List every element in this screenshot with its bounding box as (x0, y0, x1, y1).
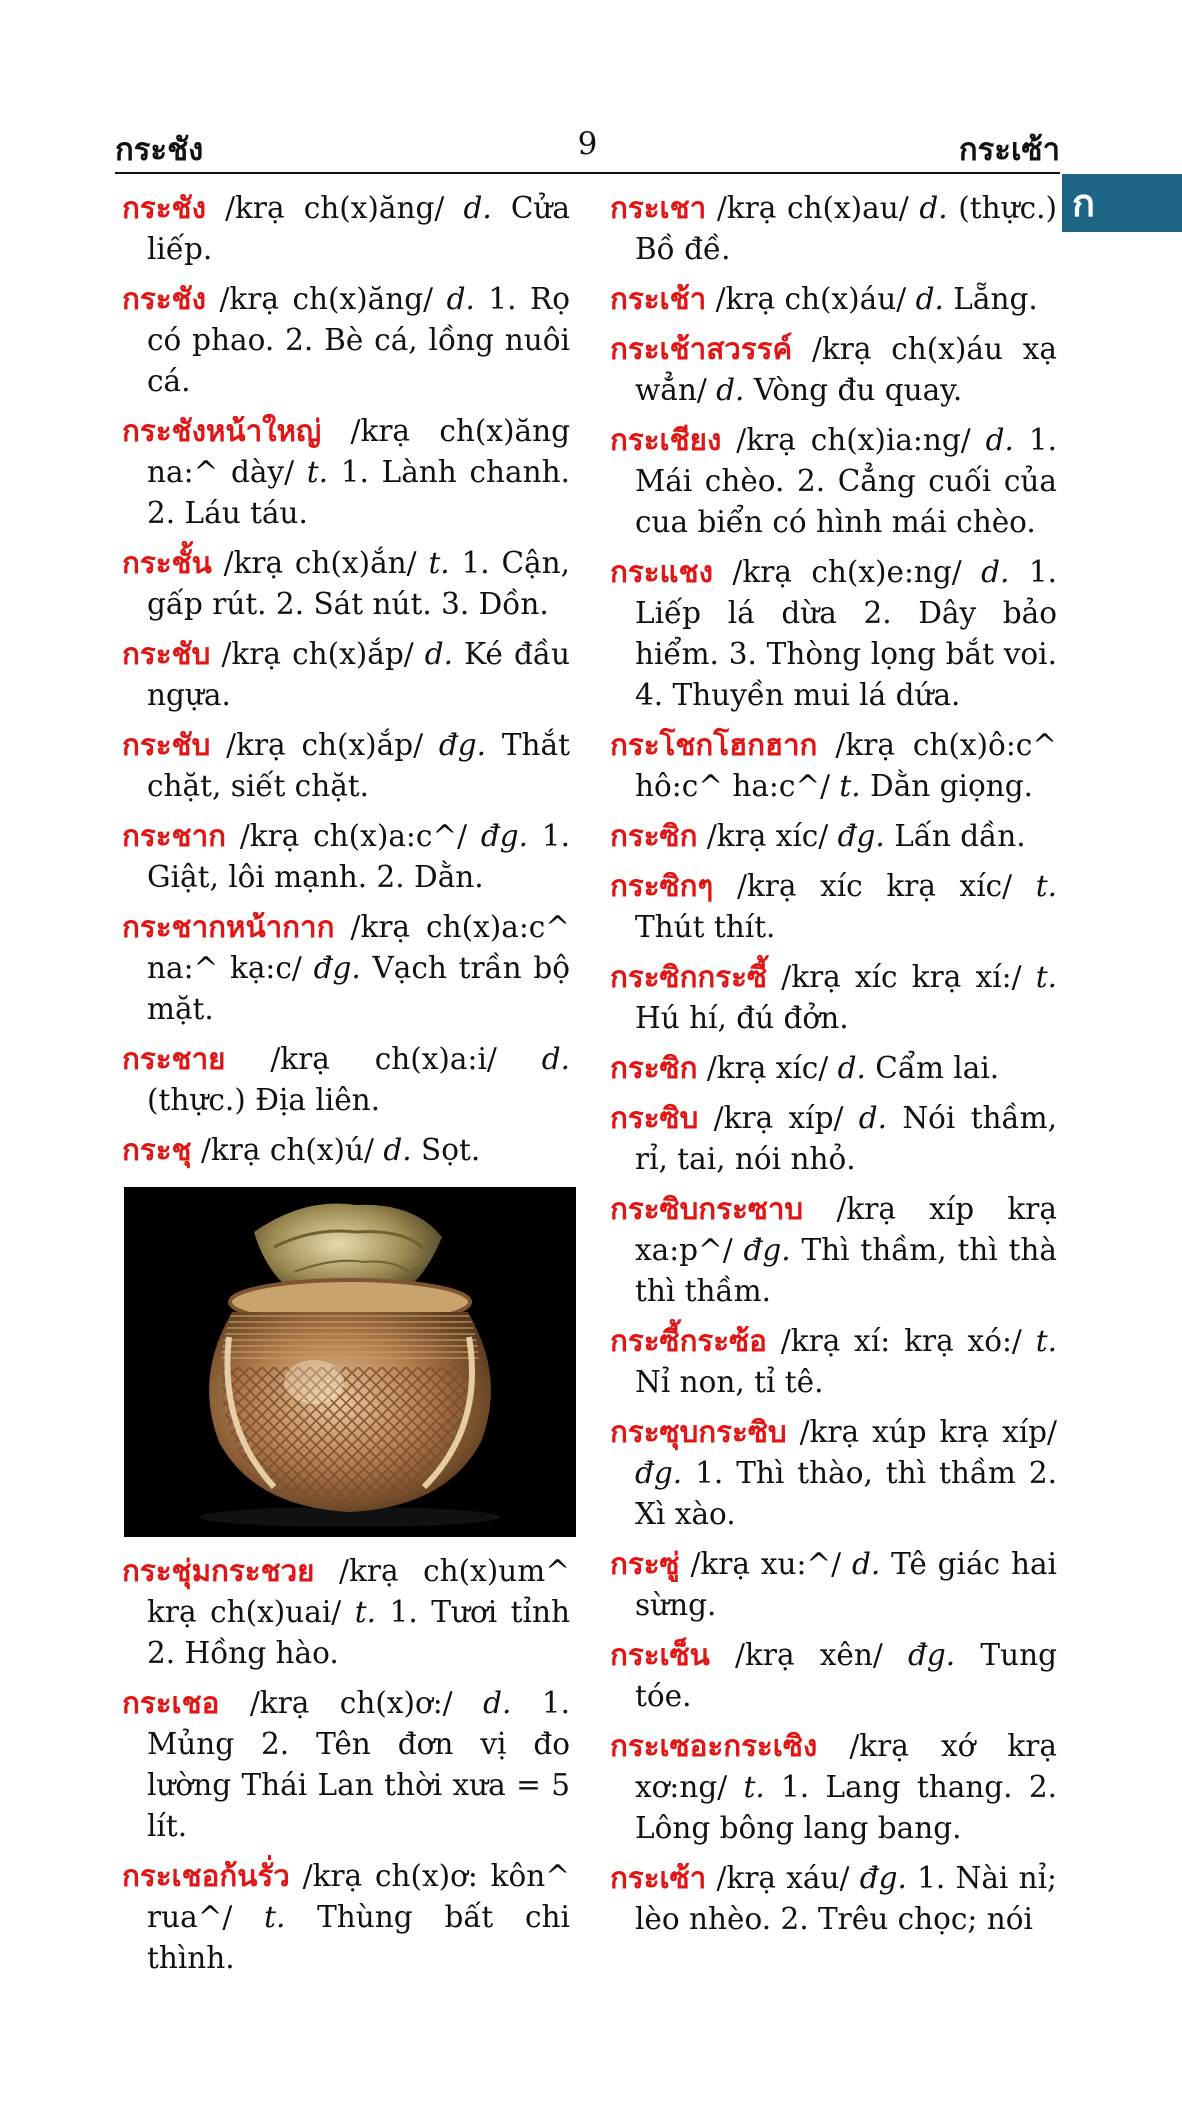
entry-headword: กระเช้า (610, 282, 707, 316)
entry-definition: (thực.) Bồ đề. (635, 191, 1057, 266)
dictionary-entry (610, 866, 1057, 948)
entry-pronunciation: /krạ ch(x)áu/ (715, 282, 907, 316)
entry-part-of-speech: d. (716, 373, 745, 407)
entry-part-of-speech: đg. (743, 1233, 791, 1267)
entry-headword: กระเชอ (122, 1686, 220, 1720)
entry-pronunciation: /krạ ch(x)ăng na:^ dày/ (147, 414, 570, 489)
entry-part-of-speech: t. (1035, 1324, 1057, 1358)
entry-definition: Cửa liếp. (147, 191, 570, 266)
entry-definition: Thắt chặt, siết chặt. (147, 728, 570, 803)
entry-part-of-speech: đg. (837, 819, 885, 853)
entry-pronunciation: /krạ ch(x)a:i/ (270, 1042, 497, 1076)
dictionary-entry (122, 907, 570, 1030)
letter-tab[interactable]: ก (1062, 174, 1182, 232)
entry-headword: กระแชง (610, 555, 713, 589)
entry-headword: กระเซอะกระเซิง (610, 1729, 818, 1763)
entry-definition: 1. Lành chanh. 2. Láu táu. (147, 455, 570, 530)
entry-pronunciation: /krạ ch(x)a:c^/ (239, 819, 468, 853)
dictionary-entry (122, 1039, 570, 1121)
entry-part-of-speech: d. (851, 1547, 881, 1581)
entry-headword: กระชัง (122, 191, 206, 225)
entry-definition: Thì thầm, thì thà thì thầm. (635, 1233, 1057, 1308)
dictionary-entry (610, 1321, 1057, 1403)
entry-pronunciation: /krạ xíp/ (713, 1101, 844, 1135)
entry-headword: กระซู่ (610, 1547, 680, 1581)
entry-pronunciation: /krạ xíp krạ xa:p^/ (635, 1192, 1057, 1267)
header-right-word: กระเซ้า (958, 132, 1060, 168)
entry-part-of-speech: t. (354, 1595, 377, 1629)
entry-pronunciation: /krạ ch(x)ắp/ (226, 728, 424, 762)
entry-definition: 1. Rọ có phao. 2. Bè cá, lồng nuôi cá. (147, 282, 570, 398)
entry-pronunciation: /krạ ch(x)au/ (716, 191, 909, 225)
entry-headword: กระโชกโฮกฮาก (610, 728, 818, 762)
entry-headword: กระชัง (122, 282, 206, 316)
entry-part-of-speech: d. (837, 1051, 866, 1085)
dictionary-entry (610, 725, 1057, 807)
entry-definition: Lẵng. (953, 282, 1038, 316)
entry-definition: Tê giác hai sừng. (635, 1547, 1057, 1622)
entry-definition: Vòng đu quay. (753, 373, 963, 407)
entry-part-of-speech: đg. (635, 1456, 683, 1490)
dictionary-entry (610, 816, 1057, 857)
entry-pronunciation: /krạ ch(x)a:c^ na:^ kạ:c/ (147, 910, 570, 985)
entry-headword: กระชังหน้าใหญ่ (122, 414, 322, 448)
dictionary-entry (122, 411, 570, 534)
dictionary-entry (610, 279, 1057, 320)
entry-pronunciation: /krạ xúp krạ xíp/ (799, 1415, 1057, 1449)
entry-part-of-speech: t. (1035, 960, 1057, 994)
entry-part-of-speech: t. (428, 546, 450, 580)
entry-definition: 1. Cận, gấp rút. 2. Sát nút. 3. Dồn. (147, 546, 570, 621)
dictionary-entry (610, 420, 1057, 543)
dictionary-entry (122, 725, 570, 807)
entry-headword: กระเซ้า (610, 1861, 707, 1895)
dictionary-entry (610, 1635, 1057, 1717)
entry-headword: กระซิกๆ (610, 869, 714, 903)
entry-part-of-speech: đg. (859, 1861, 907, 1895)
entry-definition: 1. Thì thào, thì thầm 2. Xì xào. (635, 1456, 1057, 1531)
entry-headword: กระซิก (610, 819, 698, 853)
entry-part-of-speech: đg. (313, 951, 361, 985)
entry-part-of-speech: d. (919, 191, 948, 225)
entry-pronunciation: /krạ xíc/ (706, 1051, 829, 1085)
entry-pronunciation: /krạ ch(x)ú/ (200, 1133, 374, 1167)
entry-pronunciation: /krạ ch(x)ơ:/ (249, 1686, 453, 1720)
dictionary-entry (122, 1130, 570, 1171)
dictionary-entry (122, 1856, 570, 1979)
entry-definition: 1. Mái chèo. 2. Cẳng cuối của cua biển có hình mái chèo. (635, 423, 1057, 539)
entry-headword: กระชาย (122, 1042, 226, 1076)
entry-headword: กระชากหน้ากาก (122, 910, 335, 944)
entry-headword: กระซิก (610, 1051, 698, 1085)
dictionary-entry (610, 1726, 1057, 1849)
dictionary-entry (610, 1544, 1057, 1626)
entry-headword: กระเช้าสวรรค์ (610, 332, 793, 366)
entry-part-of-speech: d. (981, 555, 1010, 589)
entry-pronunciation: /krạ xíc krạ xí:/ (781, 960, 1022, 994)
dictionary-entry (610, 1189, 1057, 1312)
entry-definition: Ké đầu ngựa. (147, 637, 570, 712)
dictionary-entry (122, 543, 570, 625)
basket-photo (124, 1187, 576, 1537)
entry-part-of-speech: d. (541, 1042, 570, 1076)
entry-headword: กระชุ่มกระชวย (122, 1554, 315, 1588)
entry-headword: กระชาก (122, 819, 226, 853)
entry-part-of-speech: d. (915, 282, 944, 316)
entry-part-of-speech: t. (264, 1900, 286, 1934)
entry-part-of-speech: d. (446, 282, 475, 316)
entry-definition: Lấn dần. (894, 819, 1026, 853)
entry-definition: 1. Giật, lôi mạnh. 2. Dằn. (147, 819, 570, 894)
entry-pronunciation: /krạ xí: krạ xó:/ (780, 1324, 1022, 1358)
entry-part-of-speech: t. (1035, 869, 1057, 903)
entry-definition: Nỉ non, tỉ tê. (635, 1365, 824, 1399)
entry-part-of-speech: d. (858, 1101, 888, 1135)
entry-part-of-speech: d. (424, 637, 454, 671)
entry-headword: กระเซ็น (610, 1638, 710, 1672)
entry-pronunciation: /krạ ch(x)um^ krạ ch(x)uai/ (147, 1554, 570, 1629)
entry-part-of-speech: d. (985, 423, 1014, 457)
entry-part-of-speech: đg. (908, 1638, 956, 1672)
entry-pronunciation: /krạ ch(x)ắp/ (221, 637, 414, 671)
entry-definition: Hú hí, đú đởn. (635, 1001, 849, 1035)
entry-pronunciation: /krạ xên/ (735, 1638, 883, 1672)
dictionary-entry (610, 1858, 1057, 1940)
entry-part-of-speech: d. (463, 191, 492, 225)
left-entries (122, 188, 570, 1171)
dictionary-entry (122, 1683, 570, 1847)
entry-headword: กระซุบกระซิบ (610, 1415, 787, 1449)
dictionary-entry (122, 279, 570, 402)
entry-part-of-speech: t. (743, 1770, 765, 1804)
entry-definition: Thùng bất chi thình. (147, 1900, 570, 1975)
entry-pronunciation: /krạ ch(x)e:ng/ (732, 555, 962, 589)
page-number: 9 (577, 126, 598, 162)
dictionary-entry (122, 816, 570, 898)
entry-definition: (thực.) Địa liên. (147, 1083, 381, 1117)
entry-definition: 1. Mủng 2. Tên đơn vị đo lường Thái Lan thời xưa = 5 lít. (147, 1686, 570, 1843)
left-column (122, 188, 570, 1988)
entry-definition: 1. Liếp lá dừa 2. Dây bảo hiểm. 3. Thòng lọng bắt voi. 4. Thuyền mui lá dứa. (635, 555, 1057, 712)
entry-definition: Vạch trần bộ mặt. (147, 951, 570, 1026)
entry-headword: กระชุ (122, 1133, 192, 1167)
entry-headword: กระชั้น (122, 546, 212, 580)
running-header (115, 122, 1060, 174)
right-entries (610, 188, 1057, 1940)
entry-headword: กระซี้กระซ้อ (610, 1324, 767, 1358)
entry-pronunciation: /krạ ch(x)ắn/ (223, 546, 417, 580)
left-entries-after (122, 1551, 570, 1979)
dictionary-entry (610, 1412, 1057, 1535)
entry-headword: กระเชียง (610, 423, 722, 457)
entry-headword: กระชับ (122, 637, 211, 671)
entry-headword: กระซิบ (610, 1101, 699, 1135)
entry-definition: Thút thít. (635, 910, 776, 944)
entry-definition: 1. Tươi tỉnh 2. Hồng hào. (147, 1595, 570, 1670)
entry-pronunciation: /krạ ch(x)ăng/ (225, 191, 445, 225)
entry-definition: 1. Lang thang. 2. Lông bông lang bang. (635, 1770, 1057, 1845)
entry-headword: กระเชา (610, 191, 707, 225)
dictionary-entry (610, 188, 1057, 270)
entry-definition: Tung tóe. (635, 1638, 1057, 1713)
entry-pronunciation: /krạ xu:^/ (690, 1547, 842, 1581)
entry-pronunciation: /krạ xíc krạ xíc/ (736, 869, 1013, 903)
dictionary-entry (610, 1048, 1057, 1089)
entry-part-of-speech: d. (483, 1686, 512, 1720)
entry-definition: 1. Nài nỉ; lèo nhèo. 2. Trêu chọc; nói (635, 1861, 1057, 1936)
entry-pronunciation: /krạ ch(x)ơ: kôn^ rua^/ (147, 1859, 570, 1934)
entry-headword: กระซิบกระซาบ (610, 1192, 804, 1226)
dictionary-entry (610, 957, 1057, 1039)
entry-part-of-speech: t. (839, 769, 861, 803)
dictionary-entry (122, 634, 570, 716)
entry-headword: กระชับ (122, 728, 211, 762)
entry-definition: Sọt. (421, 1133, 481, 1167)
entry-pronunciation: /krạ ch(x)ô:c^ hô:c^ ha:c^/ (635, 728, 1057, 803)
basket-illustration (124, 1187, 576, 1537)
entry-part-of-speech: đg. (480, 819, 529, 853)
entry-definition: Dằn giọng. (870, 769, 1034, 803)
right-column (610, 188, 1057, 1949)
dictionary-entry (610, 552, 1057, 716)
entry-part-of-speech: t. (306, 455, 329, 489)
entry-definition: Cẩm lai. (875, 1051, 1000, 1085)
entry-part-of-speech: đg. (438, 728, 487, 762)
entry-pronunciation: /krạ xớ krạ xơ:ng/ (635, 1729, 1057, 1804)
entry-pronunciation: /krạ xíc/ (706, 819, 829, 853)
entry-definition: Nói thầm, rỉ, tai, nói nhỏ. (635, 1101, 1057, 1176)
entry-headword: กระซิกกระซี้ (610, 960, 768, 994)
entry-part-of-speech: d. (383, 1133, 412, 1167)
entry-pronunciation: /krạ ch(x)áu xạ wẳn/ (635, 332, 1057, 407)
header-left-word: กระชัง (115, 132, 204, 168)
dictionary-entry (610, 329, 1057, 411)
entry-pronunciation: /krạ xáu/ (716, 1861, 850, 1895)
dictionary-entry (122, 1551, 570, 1674)
entry-pronunciation: /krạ ch(x)ia:ng/ (736, 423, 971, 457)
dictionary-entry (610, 1098, 1057, 1180)
entry-pronunciation: /krạ ch(x)ăng/ (219, 282, 434, 316)
dictionary-entry (122, 188, 570, 270)
entry-headword: กระเชอก้นรั่ว (122, 1859, 290, 1893)
